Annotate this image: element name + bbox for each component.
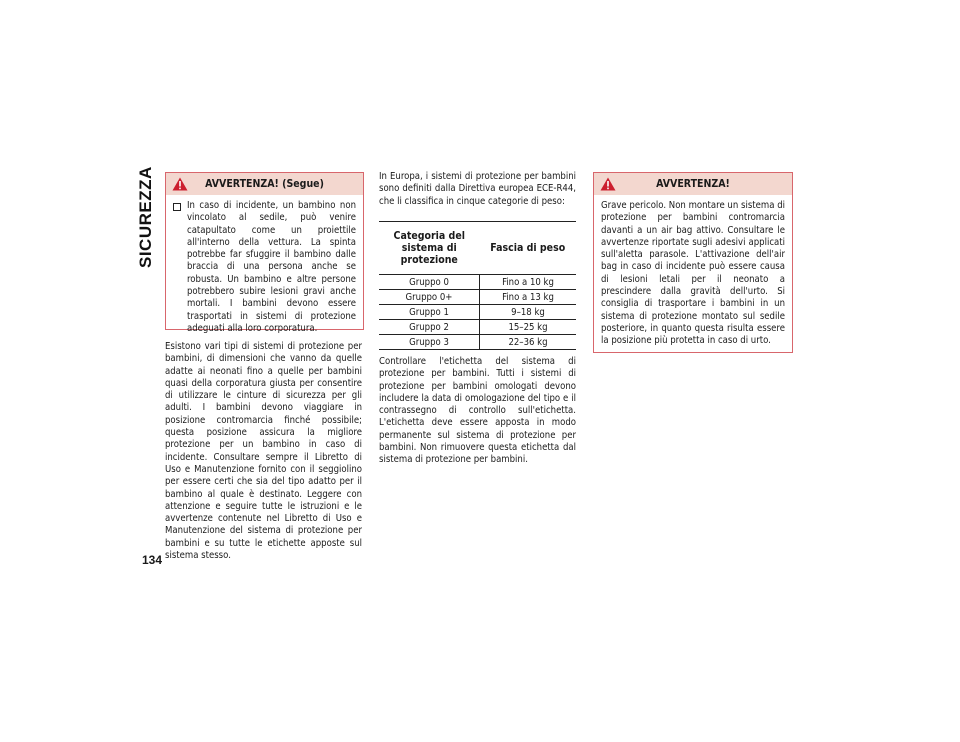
bullet-text: In caso di incidente, un bambino non vincolato al sedile, può venire catapultato come un proiettile all'interno della vettura. La spinta potrebbe far sfuggire il bambino dalle braccia di una persona anche se robusta. Un bambino e altre persone potrebbero subire lesioni gravi anche mortali. I bambini devono essere trasportati in sistemi di protezione adeguati alla loro corporatura. <box>187 200 356 334</box>
table-header-category: Categoria del sistema di protezione <box>379 222 480 275</box>
section-title: SICUREZZA <box>136 166 155 268</box>
table-row <box>379 305 576 320</box>
table-row <box>379 335 576 350</box>
table-row <box>379 320 576 335</box>
warning-header <box>166 173 363 195</box>
warning-header <box>594 173 792 195</box>
bullet-item <box>173 200 356 335</box>
warning-box-continued <box>165 172 364 334</box>
bullet-square-icon <box>173 203 181 211</box>
table-cell-weight: Fino a 13 kg <box>480 290 577 305</box>
middle-paragraph: Controllare l'etichetta del sistema di protezione per bambini. Tutti i sistemi di protezione per bambini omologati devono includere la data di omologazione del tipo e il contrassegno di controllo sull'etichetta. L'etichetta deve essere apposta in modo permanente sul sistema di protezione per bambini. Non rimuovere questa etichetta dal sistema di protezione per bambini. <box>379 356 576 466</box>
table-row <box>379 290 576 305</box>
table-cell-category: Gruppo 2 <box>379 320 480 335</box>
table-cell-weight: 15–25 kg <box>480 320 577 335</box>
table-cell-category: Gruppo 0 <box>379 275 480 290</box>
warning-triangle-icon <box>172 177 188 191</box>
warning-body <box>166 195 363 341</box>
table-cell-weight: 9–18 kg <box>480 305 577 320</box>
warning-title: AVVERTENZA! <box>656 178 730 190</box>
warning-body-text: Grave pericolo. Non montare un sistema di protezione per bambini contromarcia davanti a un air bag attivo. Consultare le avvertenze riportate sugli adesivi applicati sull'aletta parasole. L'attivazione dell'air bag in caso di incidente può essere causa di lesioni letali per il neonato a prescindere dalla gravità dell'urto. Si consiglia di trasportare i bambini in un sistema di protezione montato sul sedile posteriore, in quanto questa risulta essere la posizione più protetta in caso di urto. <box>601 200 785 347</box>
table-cell-weight: 22–36 kg <box>480 335 577 350</box>
page-number: 134 <box>142 553 163 567</box>
table-header-row <box>379 222 576 275</box>
table-cell-category: Gruppo 0+ <box>379 290 480 305</box>
middle-intro: In Europa, i sistemi di protezione per bambini sono definiti dalla Direttiva europea ECE-R44, che li classifica in cinque categorie di peso: <box>379 171 576 207</box>
table-header-weight: Fascia di peso <box>480 222 577 275</box>
warning-triangle-icon <box>600 177 616 191</box>
warning-box <box>593 172 793 353</box>
table-cell-category: Gruppo 3 <box>379 335 480 350</box>
table-row <box>379 275 576 290</box>
table-cell-category: Gruppo 1 <box>379 305 480 320</box>
warning-title: AVVERTENZA! (Segue) <box>205 178 324 190</box>
table-cell-weight: Fino a 10 kg <box>480 275 577 290</box>
weight-category-table <box>379 221 576 350</box>
left-paragraph: Esistono vari tipi di sistemi di protezione per bambini, di dimensioni che vanno da quelle adatte ai neonati fino a quelle per bambini quasi della corporatura giusta per consentire di utilizzare le cinture di sicurezza per gli adulti. I bambini devono viaggiare in posizione contromarcia finché possibile; questa posizione assicura la migliore protezione per un bambino in caso di incidente. Consultare sempre il Libretto di Uso e Manutenzione fornito con il seggiolino per essere certi che sia del tipo adatto per il bambino al quale è destinato. Leggere con attenzione e seguire tutte le istruzioni e le avvertenze contenute nel Libretto di Uso e Manutenzione del sistema di protezione per bambini e su tutte le etichette apposte sul sistema stesso. <box>165 341 362 562</box>
